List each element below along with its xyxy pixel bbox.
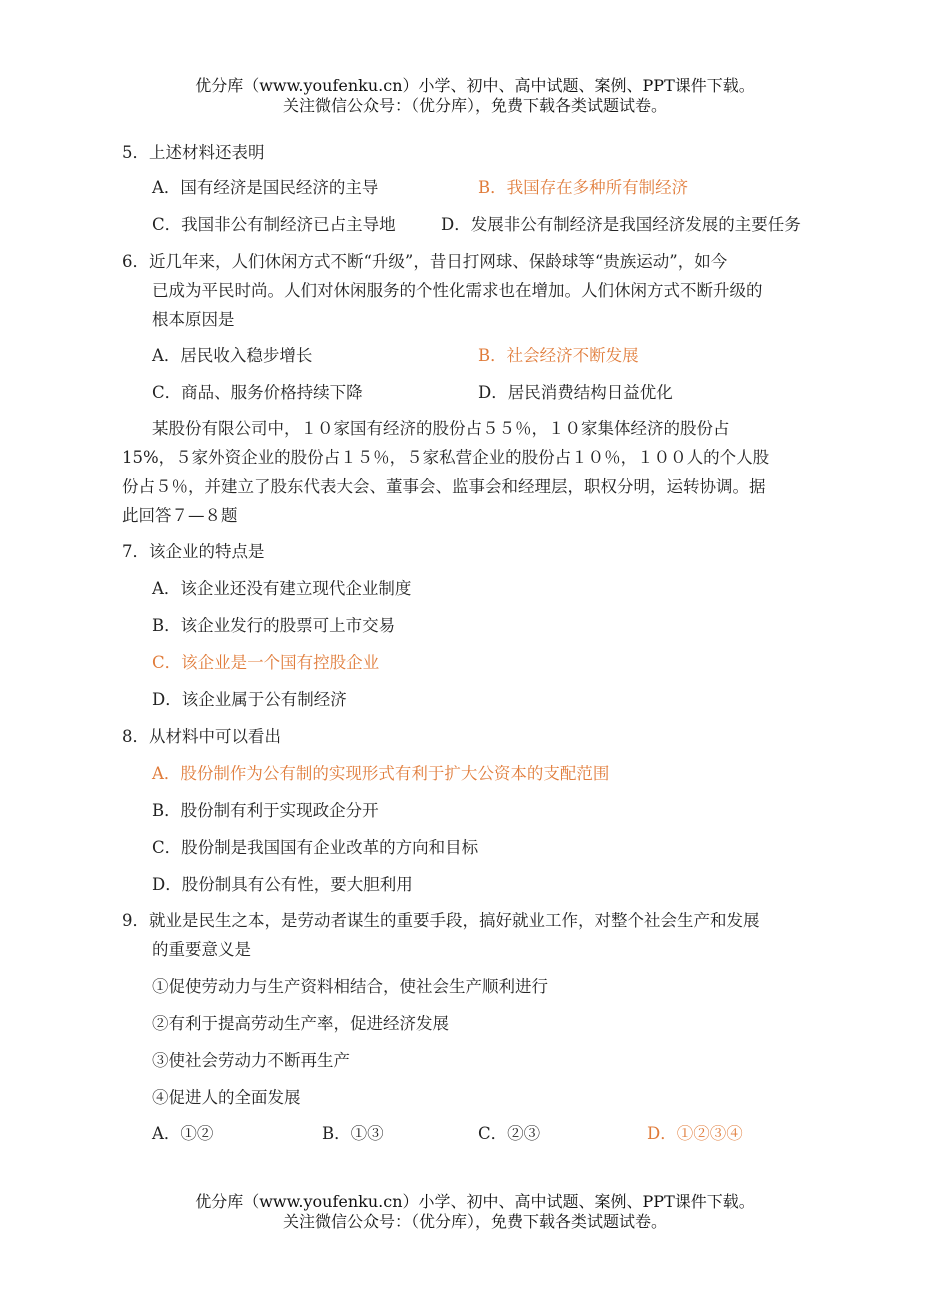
q8-stem: 8．从材料中可以看出 (122, 727, 281, 746)
q5-option-c: C．我国非公有制经济已占主导地 (152, 215, 396, 234)
q8-option-c: C．股份制是我国国有企业改革的方向和目标 (152, 838, 479, 857)
header-line-2: 关注微信公众号：（优分库），免费下载各类试题试卷。 (282, 96, 667, 115)
q6-stem-line-2: 已成为平民时尚。人们对休闲服务的个性化需求也在增加。人们休闲方式不断升级的 (152, 281, 763, 300)
material-line-3: 份占５％，并建立了股东代表大会、董事会、监事会和经理层，职权分明，运转协调。据 (122, 477, 766, 496)
q6-stem-line-3: 根本原因是 (152, 310, 235, 329)
q5-stem: 5．上述材料还表明 (122, 143, 265, 162)
q9-item-3: ③使社会劳动力不断再生产 (152, 1051, 350, 1070)
q8-option-d: D．股份制具有公有性，要大胆利用 (152, 875, 413, 894)
header-line-1: 优分库（www.youfenku.cn）小学、初中、高中试题、案例、PPT课件下载。 (195, 76, 755, 95)
q9-stem-line-2: 的重要意义是 (152, 940, 251, 959)
q9-option-a: A．①② (152, 1124, 214, 1143)
q6-option-a: A．居民收入稳步增长 (152, 346, 313, 365)
material-line-1: 某股份有限公司中，１０家国有经济的股份占５５％，１０家集体经济的股份占 (152, 419, 730, 438)
q6-stem-line-1: 6．近几年来，人们休闲方式不断“升级”，昔日打网球、保龄球等“贵族运动”，如今 (122, 252, 728, 271)
q9-item-1: ①促使劳动力与生产资料相结合，使社会生产顺利进行 (152, 977, 548, 996)
material-line-2: 15%，５家外资企业的股份占１５％，５家私营企业的股份占１０％，１００人的个人股 (122, 448, 770, 467)
q6-option-d: D．居民消费结构日益优化 (478, 383, 673, 402)
q5-option-b-answer: B．我国存在多种所有制经济 (478, 178, 689, 197)
material-line-4: 此回答７—８题 (122, 506, 238, 525)
q6-option-b-answer: B．社会经济不断发展 (478, 346, 639, 365)
footer-line-1: 优分库（www.youfenku.cn）小学、初中、高中试题、案例、PPT课件下载。 (195, 1192, 755, 1211)
footer-line-2: 关注微信公众号：（优分库），免费下载各类试题试卷。 (282, 1212, 667, 1231)
q9-option-d-answer: D．①②③④ (647, 1124, 743, 1143)
q9-option-b: B．①③ (322, 1124, 384, 1143)
q9-option-c: C．②③ (478, 1124, 541, 1143)
q9-stem-line-1: 9．就业是民生之本，是劳动者谋生的重要手段，搞好就业工作，对整个社会生产和发展 (122, 911, 760, 930)
q7-option-d: D．该企业属于公有制经济 (152, 690, 347, 709)
q7-option-a: A．该企业还没有建立现代企业制度 (152, 579, 412, 598)
q8-option-b: B．股份制有利于实现政企分开 (152, 801, 379, 820)
q7-stem: 7．该企业的特点是 (122, 542, 265, 561)
q5-option-d: D．发展非公有制经济是我国经济发展的主要任务 (441, 215, 801, 234)
q7-option-b: B．该企业发行的股票可上市交易 (152, 616, 396, 635)
q7-option-c-answer: C．该企业是一个国有控股企业 (152, 653, 380, 672)
q9-item-4: ④促进人的全面发展 (152, 1088, 301, 1107)
q9-item-2: ②有利于提高劳动生产率，促进经济发展 (152, 1014, 449, 1033)
q5-option-a: A．国有经济是国民经济的主导 (152, 178, 379, 197)
q6-option-c: C．商品、服务价格持续下降 (152, 383, 363, 402)
q8-option-a-answer: A．股份制作为公有制的实现形式有利于扩大公资本的支配范围 (152, 764, 610, 783)
